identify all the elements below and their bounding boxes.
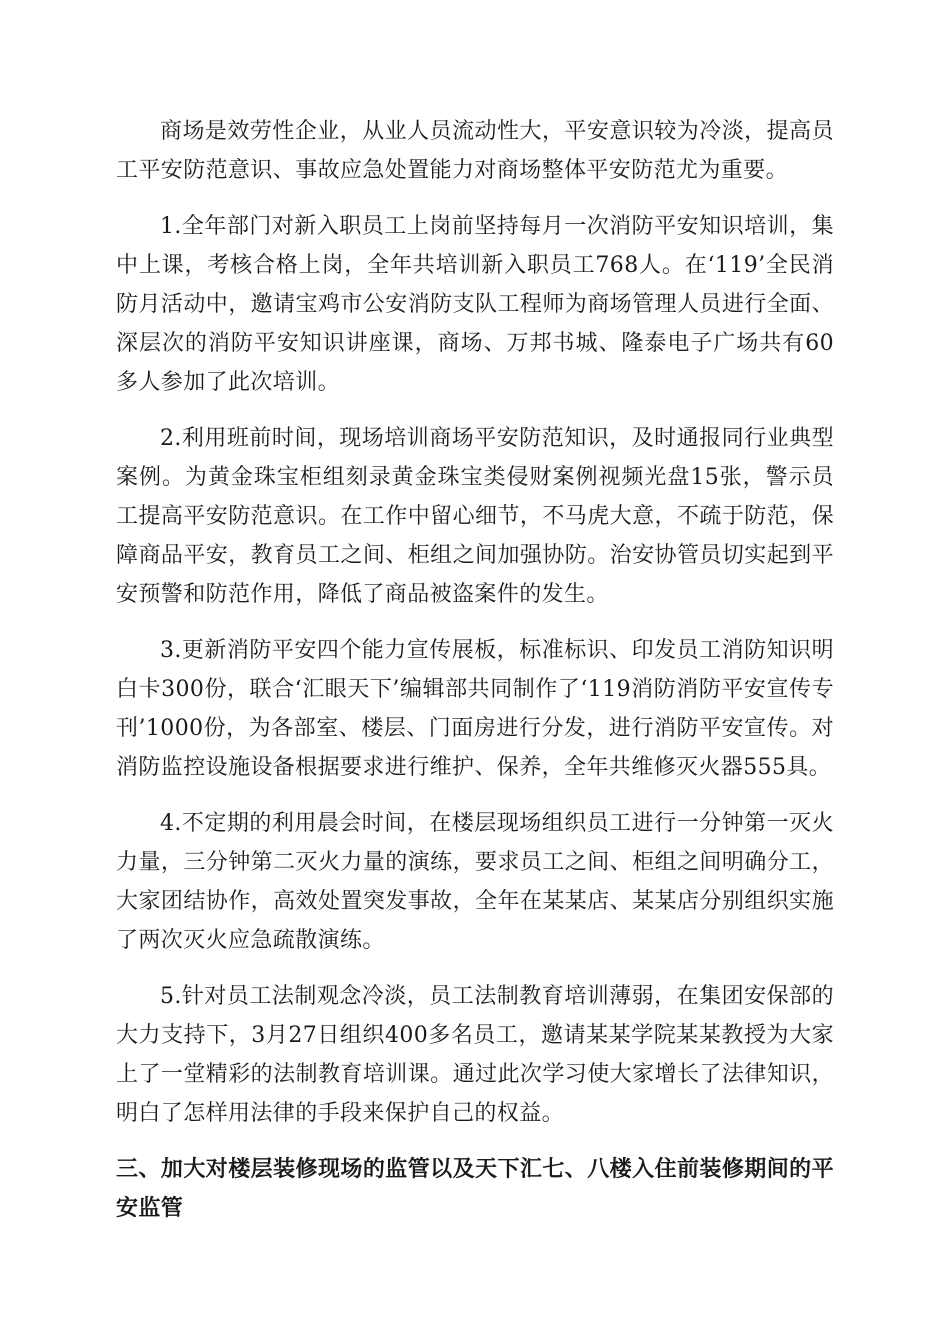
intro-paragraph: 商场是效劳性企业，从业人员流动性大，平安意识较为冷淡，提高员工平安防范意识、事故应急处置能力对商场整体平安防范尤为重要。 (116, 119, 834, 183)
paragraph-item-4: 4.不定期的利用晨会时间，在楼层现场组织员工进行一分钟第一灭火力量，三分钟第二灭火力量的演练，要求员工之间、柜组之间明确分工，大家团结协作，高效处置突发事故，全年在某某店、某某店分别组织实施了两次灭火应急疏散演练。 (116, 811, 834, 953)
paragraph-item-1: 1.全年部门对新入职员工上岗前坚持每月一次消防平安知识培训，集中上课，考核合格上岗，全年共培训新入职员工768人。在‘119’全民消防月活动中，邀请宝鸡市公安消防支队工程师为商场管理人员进行全面、深层次的消防平安知识讲座课，商场、万邦书城、隆泰电子广场共有60多人参加了此次培训。 (116, 214, 834, 395)
paragraph-item-5: 5.针对员工法制观念冷淡，员工法制教育培训薄弱，在集团安保部的大力支持下，3月27日组织400多名员工，邀请某某学院某某教授为大家上了一堂精彩的法制教育培训课。通过此次学习使大家增长了法律知识，明白了怎样用法律的手段来保护自己的权益。 (116, 984, 834, 1126)
paragraph-item-3: 3.更新消防平安四个能力宣传展板，标准标识、印发员工消防知识明白卡300份，联合‘汇眼天下’编辑部共同制作了‘119消防消防平安宣传专刊’1000份，为各部室、楼层、门面房进行分发，进行消防平安宣传。对消防监控设施设备根据要求进行维护、保养，全年共维修灭火器555具。 (116, 638, 834, 780)
document-body (116, 112, 834, 1228)
paragraph-item-2: 2.利用班前时间，现场培训商场平安防范知识，及时通报同行业典型案例。为黄金珠宝柜组刻录黄金珠宝类侵财案例视频光盘15张，警示员工提高平安防范意识。在工作中留心细节，不马虎大意，不疏于防范，保障商品平安，教育员工之间、柜组之间加强协防。治安协管员切实起到平安预警和防范作用，降低了商品被盗案件的发生。 (116, 426, 834, 607)
section-heading: 三、加大对楼层装修现场的监管以及天下汇七、八楼入住前装修期间的平安监管 (116, 1157, 834, 1221)
